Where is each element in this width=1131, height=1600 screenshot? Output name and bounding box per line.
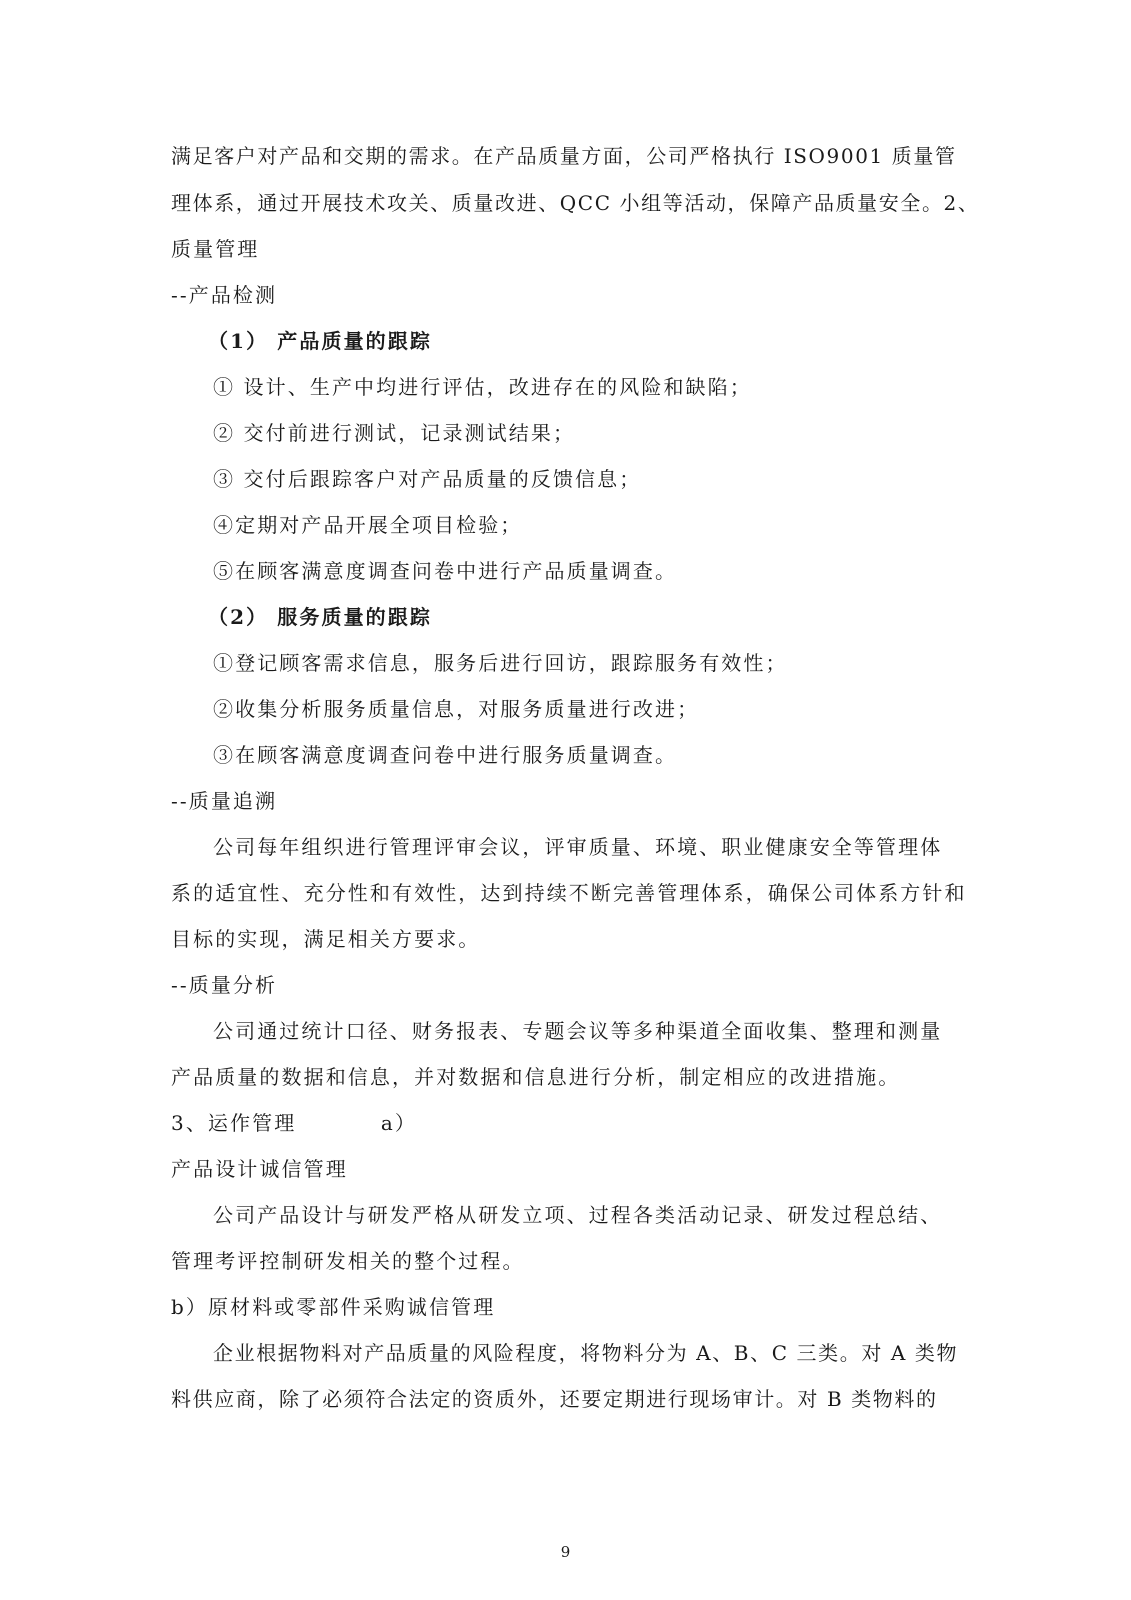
list-item: ④定期对产品开展全项目检验； (213, 513, 523, 537)
subsection-heading: --产品检测 (171, 283, 278, 307)
page-number: 9 (560, 1543, 571, 1561)
subsection-heading: b）原材料或零部件采购诚信管理 (171, 1295, 496, 1319)
body-text-line: 公司产品设计与研发严格从研发立项、过程各类活动记录、研发过程总结、 (213, 1203, 943, 1227)
list-item: ②收集分析服务质量信息，对服务质量进行改进； (213, 697, 700, 721)
body-text-line: 目标的实现，满足相关方要求。 (171, 927, 481, 951)
list-heading: （2） 服务质量的跟踪 (208, 605, 432, 629)
body-text-line: 公司通过统计口径、财务报表、专题会议等多种渠道全面收集、整理和测量 (213, 1019, 943, 1043)
list-item: ③在顾客满意度调查问卷中进行服务质量调查。 (213, 743, 678, 767)
body-text-line: 产品质量的数据和信息，并对数据和信息进行分析，制定相应的改进措施。 (171, 1065, 901, 1089)
section-heading: 质量管理 (171, 237, 260, 261)
section-heading: 3、运作管理 a） (171, 1111, 418, 1135)
body-text-line: 企业根据物料对产品质量的风险程度，将物料分为 A、B、C 三类。对 A 类物 (213, 1341, 959, 1365)
body-text-line: 满足客户对产品和交期的需求。在产品质量方面，公司严格执行 ISO9001 质量管 (171, 144, 957, 168)
list-item: ③ 交付后跟踪客户对产品质量的反馈信息； (213, 467, 642, 491)
body-text-line: 理体系，通过开展技术攻关、质量改进、QCC 小组等活动，保障产品质量安全。2、 (171, 191, 980, 215)
list-item: ② 交付前进行测试，记录测试结果； (213, 421, 576, 445)
subsection-heading: --质量追溯 (171, 789, 278, 813)
subsection-heading: 产品设计诚信管理 (171, 1157, 348, 1181)
list-item: ⑤在顾客满意度调查问卷中进行产品质量调查。 (213, 559, 678, 583)
list-item: ①登记顾客需求信息，服务后进行回访，跟踪服务有效性； (213, 651, 788, 675)
body-text-line: 管理考评控制研发相关的整个过程。 (171, 1249, 525, 1273)
body-text-line: 公司每年组织进行管理评审会议，评审质量、环境、职业健康安全等管理体 (213, 835, 943, 859)
body-text-line: 系的适宜性、充分性和有效性，达到持续不断完善管理体系，确保公司体系方针和 (171, 881, 967, 905)
list-item: ① 设计、生产中均进行评估，改进存在的风险和缺陷； (213, 375, 752, 399)
body-text-line: 料供应商，除了必须符合法定的资质外，还要定期进行现场审计。对 B 类物料的 (171, 1387, 938, 1411)
list-heading: （1） 产品质量的跟踪 (208, 329, 432, 353)
subsection-heading: --质量分析 (171, 973, 278, 997)
